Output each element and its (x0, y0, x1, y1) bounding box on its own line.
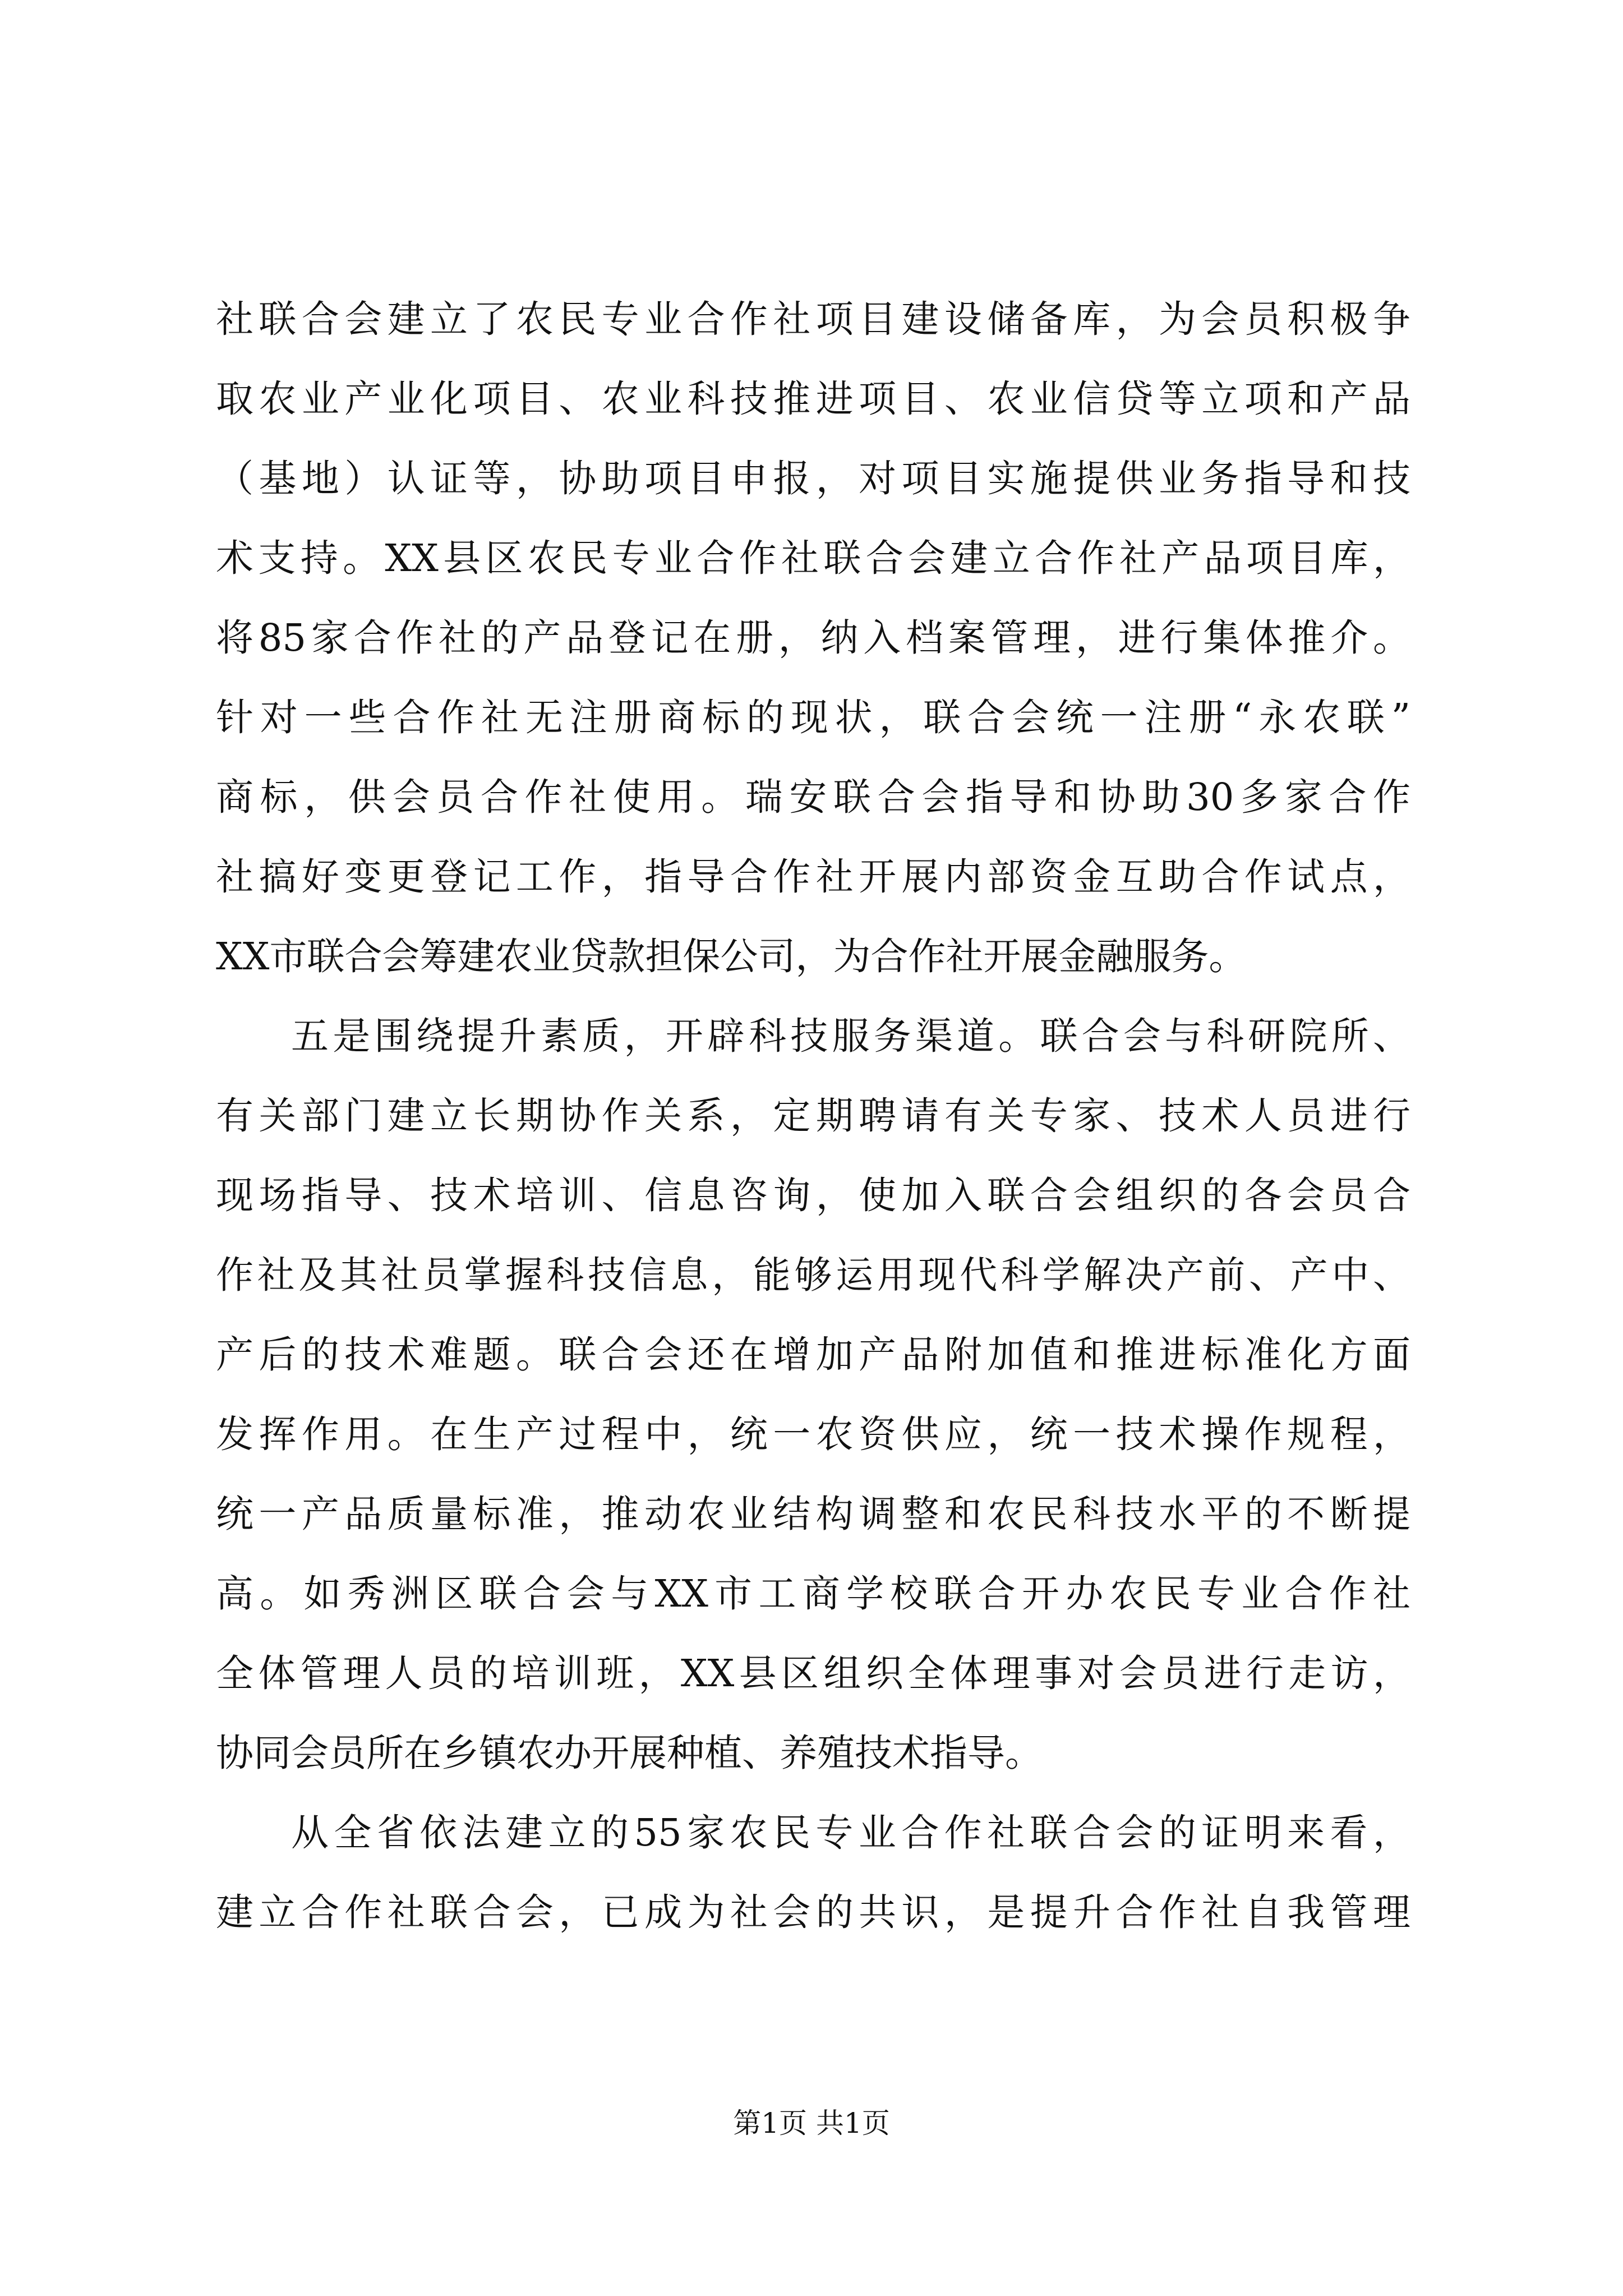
text-line: 有关部门建立长期协作关系，定期聘请有关专家、技术人员进行 (216, 1094, 1410, 1138)
text-line: 发挥作用。在生产过程中，统一农资供应，统一技术操作规程， (216, 1412, 1410, 1456)
body-text (216, 279, 1410, 1952)
text-line: 现场指导、技术培训、信息咨询，使加入联合会组织的各会员合 (216, 1174, 1410, 1217)
text-line: 作社及其社员掌握科技信息，能够运用现代科学解决产前、产中、 (216, 1253, 1410, 1297)
text-line: 从全省依法建立的55家农民专业合作社联合会的证明来看， (291, 1811, 1410, 1855)
text-line: 取农业产业化项目、农业科技推进项目、农业信贷等立项和产品 (216, 377, 1410, 421)
text-line: 社联合会建立了农民专业合作社项目建设储备库，为会员积极争 (216, 297, 1410, 341)
text-line: 全体管理人员的培训班，XX县区组织全体理事对会员进行走访， (216, 1651, 1410, 1695)
text-line: 商标，供会员合作社使用。瑞安联合会指导和协助30多家合作 (216, 775, 1410, 819)
text-line: 统一产品质量标准，推动农业结构调整和农民科技水平的不断提 (216, 1492, 1410, 1536)
text-line: 五是围绕提升素质，开辟科技服务渠道。联合会与科研院所、 (291, 1014, 1410, 1058)
page-footer: 第1页 共1页 (733, 2107, 890, 2139)
text-line: 将85家合作社的产品登记在册，纳入档案管理，进行集体推介。 (216, 616, 1410, 660)
text-line: 产后的技术难题。联合会还在增加产品附加值和推进标准化方面 (216, 1333, 1410, 1377)
text-line: 建立合作社联合会，已成为社会的共识，是提升合作社自我管理 (216, 1890, 1410, 1934)
text-line: 针对一些合作社无注册商标的现状，联合会统一注册“永农联” (216, 696, 1410, 739)
text-line: 术支持。XX县区农民专业合作社联合会建立合作社产品项目库， (216, 536, 1410, 580)
text-line: 社搞好变更登记工作，指导合作社开展内部资金互助合作试点， (216, 855, 1410, 899)
text-line: 高。如秀洲区联合会与XX市工商学校联合开办农民专业合作社 (216, 1572, 1410, 1616)
text-line: （基地）认证等，协助项目申报，对项目实施提供业务指导和技 (216, 457, 1410, 500)
text-line: XX市联合会筹建农业贷款担保公司，为合作社开展金融服务。 (216, 935, 1247, 978)
text-line: 协同会员所在乡镇农办开展种植、养殖技术指导。 (216, 1731, 1043, 1775)
